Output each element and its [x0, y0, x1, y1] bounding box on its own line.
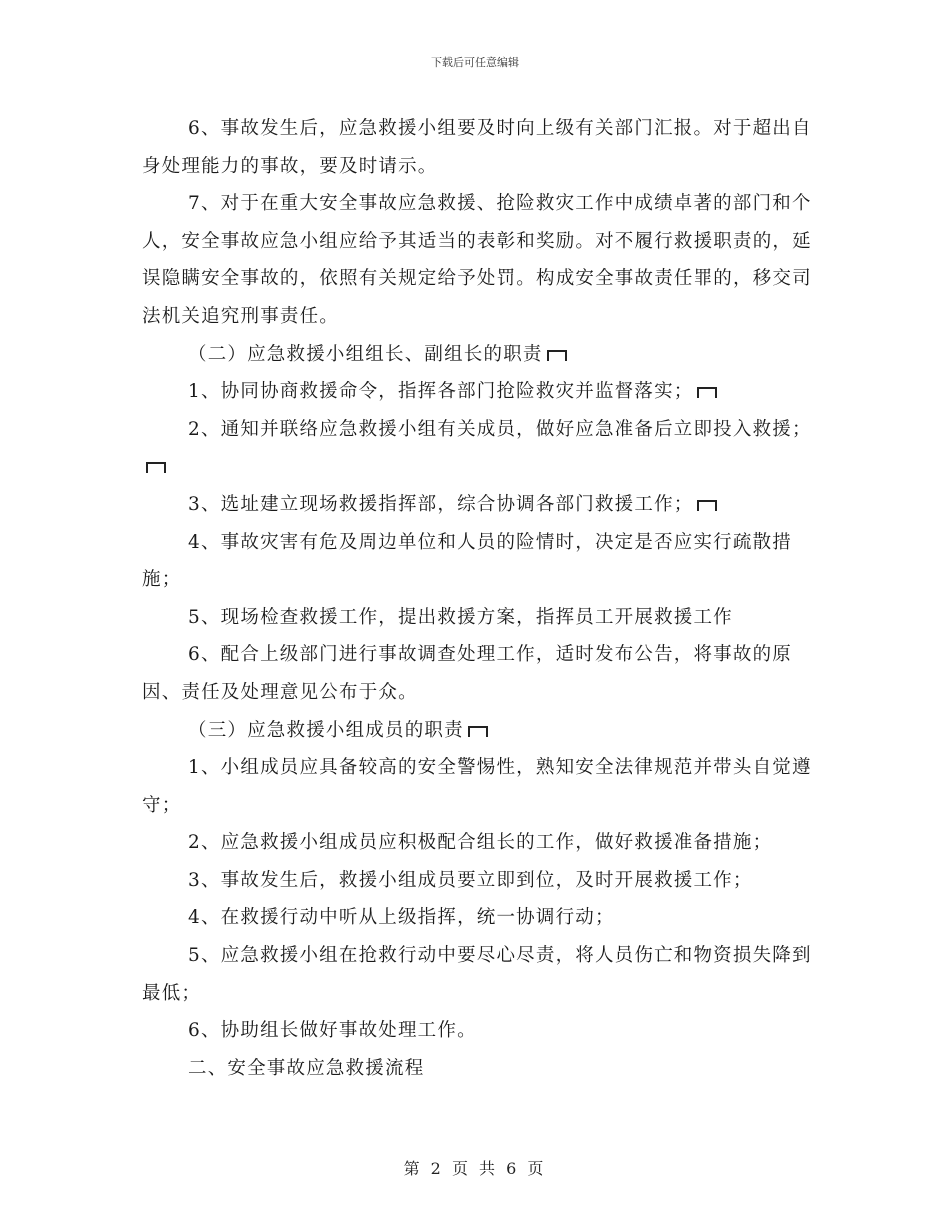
- document-body: [142, 110, 812, 1087]
- paragraph-text: 4、在救援行动中听从上级指挥，统一协调行动；: [188, 907, 615, 929]
- paragraph: [142, 486, 812, 524]
- paragraph: [142, 599, 812, 637]
- section-heading-text: （三）应急救援小组成员的职责: [188, 719, 464, 741]
- section-heading: [142, 712, 812, 750]
- paragraph: [142, 411, 812, 486]
- paragraph-text: 6、事故发生后，应急救援小组要及时向上级有关部门汇报。对于超出自身处理能力的事故，要及时请示。: [142, 118, 812, 177]
- paragraph-mark-icon: [547, 350, 567, 361]
- paragraph-mark-icon: [468, 726, 488, 737]
- paragraph: [142, 1012, 812, 1050]
- paragraph-mark-icon: [697, 387, 717, 398]
- paragraph: [142, 824, 812, 862]
- section-heading-text: 二、安全事故应急救援流程: [188, 1057, 425, 1079]
- section-heading: [142, 336, 812, 374]
- paragraph: [142, 524, 812, 599]
- paragraph: [142, 862, 812, 900]
- paragraph: [142, 636, 812, 711]
- paragraph-mark-icon: [146, 462, 166, 473]
- paragraph-text: 6、协助组长做好事故处理工作。: [188, 1020, 477, 1042]
- paragraph: [142, 899, 812, 937]
- paragraph-text: 3、选址建立现场救援指挥部，综合协调各部门救援工作；: [188, 493, 694, 515]
- paragraph: [142, 373, 812, 411]
- paragraph-text: 4、事故灾害有危及周边单位和人员的险情时，决定是否应实行疏散措施；: [142, 531, 792, 591]
- paragraph: [142, 937, 812, 1012]
- section-heading-text: （二）应急救援小组组长、副组长的职责: [188, 343, 543, 365]
- page-number: 第 2 页 共 6 页: [403, 1159, 547, 1178]
- paragraph-text: 2、通知并联络应急救援小组有关成员，做好应急准备后立即投入救援；: [188, 418, 812, 440]
- paragraph-text: 6、配合上级部门进行事故调查处理工作，适时发布公告，将事故的原因、责任及处理意见公布于众。: [142, 644, 792, 703]
- paragraph-text: 5、现场检查救援工作，提出救援方案，指挥员工开展救援工作: [188, 606, 733, 628]
- header-note: 下载后可任意编辑: [431, 56, 519, 69]
- paragraph-text: 1、协同协商救援命令，指挥各部门抢险救灾并监督落实；: [188, 381, 694, 403]
- paragraph-text: 3、事故发生后，救援小组成员要立即到位，及时开展救援工作；: [188, 869, 753, 891]
- paragraph-text: 1、小组成员应具备较高的安全警惕性，熟知安全法律规范并带头自觉遵守；: [142, 757, 812, 816]
- paragraph: [142, 185, 812, 335]
- paragraph-text: 5、应急救援小组在抢救行动中要尽心尽责，将人员伤亡和物资损失降到最低；: [142, 945, 812, 1004]
- paragraph-mark-icon: [697, 500, 717, 511]
- section-heading: [142, 1050, 812, 1088]
- paragraph-text: 7、对于在重大安全事故应急救援、抢险救灾工作中成绩卓著的部门和个人，安全事故应急小组应给予其适当的表彰和奖励。对不履行救援职责的，延误隐瞒安全事故的，依照有关规定给予处罚。构成安全事故责任罪的，移交司法机关追究刑事责任。: [142, 193, 812, 327]
- paragraph: [142, 110, 812, 185]
- paragraph-text: 2、应急救援小组成员应积极配合组长的工作，做好救援准备措施；: [188, 832, 773, 854]
- paragraph: [142, 749, 812, 824]
